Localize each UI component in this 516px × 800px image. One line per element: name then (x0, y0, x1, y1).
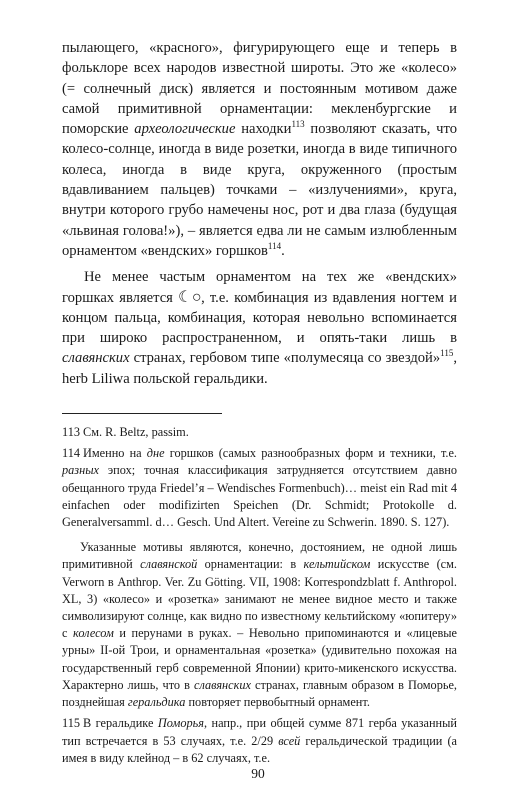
paragraph-2: Не менее частым орнаментом на тех же «вендских» горшках является ☾○, т.е. комбинация из вдавления ногтем и концом пальца, комбинация, которая невольно вспоминается при широко распространенном, и опять-таки лишь в славянских странах, гербовом типе «полумесяца со звездой»$^{115}$, herb Liliwa польской геральдики. (62, 269, 457, 387)
footnote-114: 114 Именно на дне горшков (самых разнообразных форм и техники, т.е. разных эпох; точная классификация затрудняется отсутствием давно обещанного труда Friedel’я – Wendisches Formenbuch)… meist ein Rad mit 4 einfachen oder modifizirten Speichen (Dr. Schmidt; Protokolle d. Generalversamml. d… Gesch. Und Altert. Vereine zu Schwerin. 1890. S. 127). Указанные мотивы являются, конечно, достоянием, не одной лишь примитивной славянской орнаментации: в кельтийском искусстве (см. Verworn в Anthrop. Ver. Zu Götting. VII, 1908: Korrespondzblatt f. Anthropol. XL, 3) «колесо» и «розетка» занимают не менее видное место и также символизируют солнце, как видно по известному кельтийскому «юпитеру» с колесом и перунами в руках. – Невольно припоминаются и «лицевые урны» II-ой Трои, и орнаментальная «розетка» (удивительно похожая на государственный герб современной Японии) крито-микенского искусства. Характерно лишь, что в славянских странах, главным образом в Поморье, позднейшая геральдика повторяет первобытный орнамент. (62, 445, 457, 711)
crescent-circle-symbol: ☾○ (178, 288, 202, 306)
footnote-115: 115 В геральдике Поморья, напр., при общей сумме 871 герба указанный тип встречается в 53 случаях, т.е. 2/29 всей геральдической традиции (а имея в виду клейнод – в 62 случаях, т.е. (62, 716, 458, 765)
footnote-ref-114[interactable]: 114 (267, 241, 282, 252)
main-text (62, 38, 457, 389)
footnote-114-continued: Указанные мотивы являются, конечно, достоянием, не одной лишь примитивной славянской орнаментации: в кельтийском искусстве (см. Verworn в Anthrop. Ver. Zu Götting. VII, 1908: Korrespondzblatt f. Anthropol. XL, 3) «колесо» и «розетка» занимают не менее видное место и также символизируют солнце, как видно по известному кельтийскому «юпитеру» с колесом и перунами в руках. – Невольно припоминаются и «лицевые урны» II-ой Трои, и орнаментальная «розетка» (удивительно похожая на государственный герб современной Японии) крито-микенского искусства. Характерно лишь, что в славянских странах, главным образом в Поморье, позднейшая геральдика повторяет первобытный орнамент. (62, 540, 457, 710)
footnote-113: 113 См. R. Beltz, passim. (62, 425, 189, 440)
footnote-divider (62, 413, 222, 414)
footnotes (62, 424, 457, 767)
paragraph-1: пылающего, «красного», фигурирующего еще и теперь в фольклоре всех народов известной широты. Это же «колесо» (= солнечный диск) является и постоянным мотивом даже самой примитивной орнаментации: мекленбургские и поморские археологические находки$^{113}$ позволяют сказать, что колесо-солнце, иногда в виде розетки, иногда в виде типичного колеса, иногда в виде круга, окруженного (простым вдавливанием пальцев) точками – «излучениями», круга, внутри которого грубо намечены нос, рот и два глаза (будущая «львиная голова!»), – является едва ли не самым излюбленным орнаментом «вендских» горшков$^{114}$. (62, 40, 457, 259)
footnote-ref-115[interactable]: 115 (440, 348, 454, 359)
page-content (62, 38, 457, 771)
page-number: 90 (251, 766, 265, 781)
footnote-ref-113[interactable]: 113 (291, 119, 305, 130)
